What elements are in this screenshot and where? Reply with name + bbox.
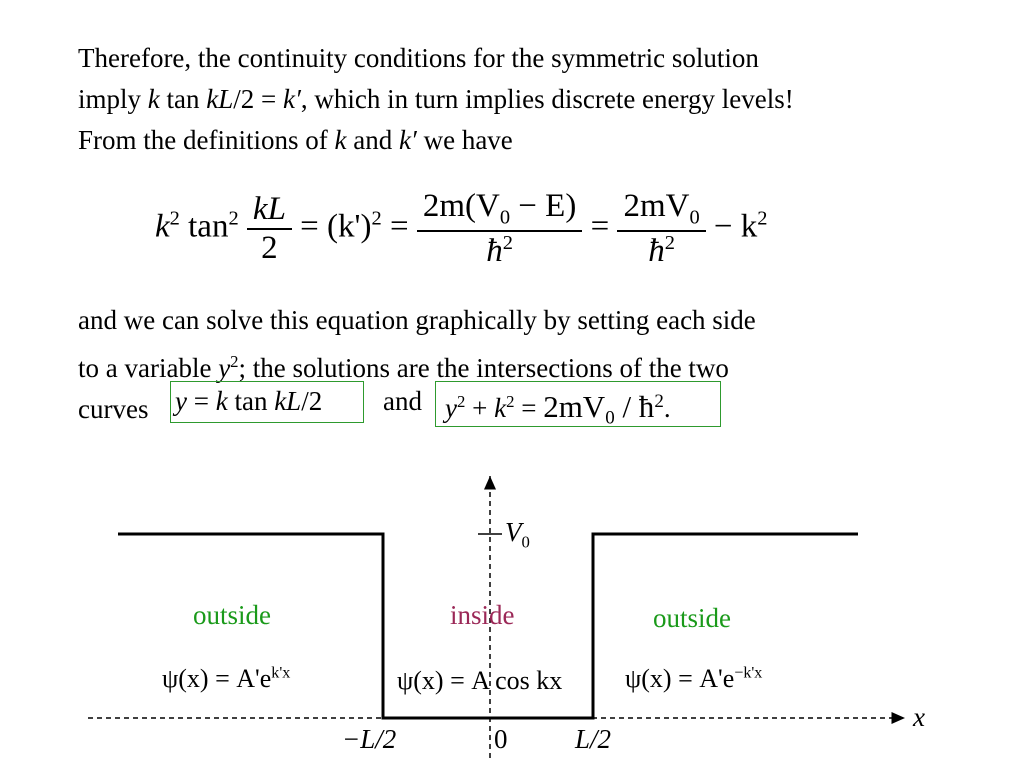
eq-equals: = [590, 208, 610, 245]
text: ; the solutions are the intersections of the two [238, 353, 729, 383]
paragraph-1-line-1: Therefore, the continuity conditions for the symmetric solution [78, 43, 759, 73]
psi-center: ψ(x) = A cos kx [397, 666, 563, 695]
text: tan [159, 84, 207, 114]
var-y: y [445, 393, 457, 423]
var-k: k [147, 84, 160, 114]
eq-num: 2mV [623, 188, 690, 224]
eq-exp: 2 [371, 207, 382, 230]
eq-fraction-3 [617, 188, 705, 270]
var-y: y [218, 353, 231, 383]
paragraph-1 [78, 38, 794, 161]
var-V: V [505, 517, 522, 547]
exp: 2 [230, 352, 239, 371]
eq-exp: 2 [757, 207, 768, 230]
psi-right [625, 664, 762, 694]
tick-pos-L2 [575, 724, 611, 755]
and-label: and [383, 386, 422, 416]
inside-label: inside [450, 600, 515, 630]
eq-exp: 2 [169, 207, 180, 230]
text: = [186, 386, 216, 416]
paragraph-1-line-2 [78, 79, 794, 120]
curve-1-formula [175, 381, 322, 422]
var-kL: kL [206, 84, 234, 114]
text: and [346, 125, 399, 155]
main-equation [155, 188, 768, 270]
outside-right-label: outside [653, 603, 731, 633]
text: , which in turn implies discrete energy levels! [300, 84, 794, 114]
text: / ħ [614, 389, 655, 424]
var-k: k [215, 386, 228, 416]
text: ψ(x) = A'e [625, 664, 735, 693]
eq-sub: 0 [689, 206, 700, 229]
text: imply [78, 84, 148, 114]
text: tan [227, 386, 275, 416]
exp: −k'x [734, 664, 763, 682]
eq-num: − E) [510, 188, 577, 224]
exp: k'x [271, 664, 291, 682]
exp: 2 [654, 391, 664, 412]
tick-zero: 0 [494, 724, 508, 754]
eq-exp: 2 [664, 231, 675, 254]
text: = [514, 393, 544, 423]
eq-minus-k: − k [713, 208, 758, 245]
tick-neg-L2 [342, 724, 396, 755]
eq-den: 2 [261, 229, 278, 266]
text: to a variable [78, 353, 219, 383]
sub: 0 [605, 407, 615, 429]
var-k: k [494, 393, 507, 423]
exp: 2 [506, 392, 515, 411]
text: + [465, 393, 495, 423]
text: . [663, 393, 671, 423]
outside-left-label: outside [193, 600, 271, 630]
paragraph-2-line-3: curves [78, 394, 149, 424]
var-kL: kL [274, 386, 302, 416]
eq-sub: 0 [499, 206, 511, 229]
eq-k: k [155, 208, 170, 245]
eq-num: kL [252, 190, 286, 227]
v0-label [505, 517, 530, 552]
psi-left [162, 664, 290, 694]
eq-hbar: ħ [486, 232, 503, 269]
paragraph-1-line-3 [78, 120, 794, 161]
text: /2 = [233, 84, 283, 114]
var-x: x [913, 702, 925, 732]
x-axis-label [913, 702, 925, 733]
curve-2-formula [445, 381, 671, 438]
var-kprime: k′ [282, 84, 301, 114]
eq-equals: = [389, 208, 409, 245]
eq-exp: 2 [502, 231, 513, 254]
var-k: k [334, 125, 347, 155]
sub: 0 [521, 532, 530, 552]
text: From the definitions of [78, 125, 335, 155]
exp: 2 [456, 392, 466, 411]
eq-fraction-1 [247, 191, 292, 267]
paragraph-2-line-1: and we can solve this equation graphically by setting each side [78, 305, 756, 335]
eq-tan: tan [188, 208, 229, 245]
eq-equals: = [300, 208, 319, 245]
eq-num: 2m(V [422, 188, 500, 224]
eq-fraction-2 [417, 188, 582, 270]
text: we have [416, 125, 513, 155]
var-kprime: k′ [398, 125, 417, 155]
var-y: y [175, 386, 187, 416]
eq-exp: 2 [228, 207, 239, 230]
text: 2mV [543, 389, 606, 424]
eq-hbar: ħ [648, 232, 665, 269]
text: /2 [301, 386, 323, 416]
eq-kprime: (k') [327, 208, 372, 245]
text: −L/2 [342, 724, 397, 754]
text: L/2 [575, 724, 612, 754]
text: ψ(x) = A'e [162, 664, 272, 693]
